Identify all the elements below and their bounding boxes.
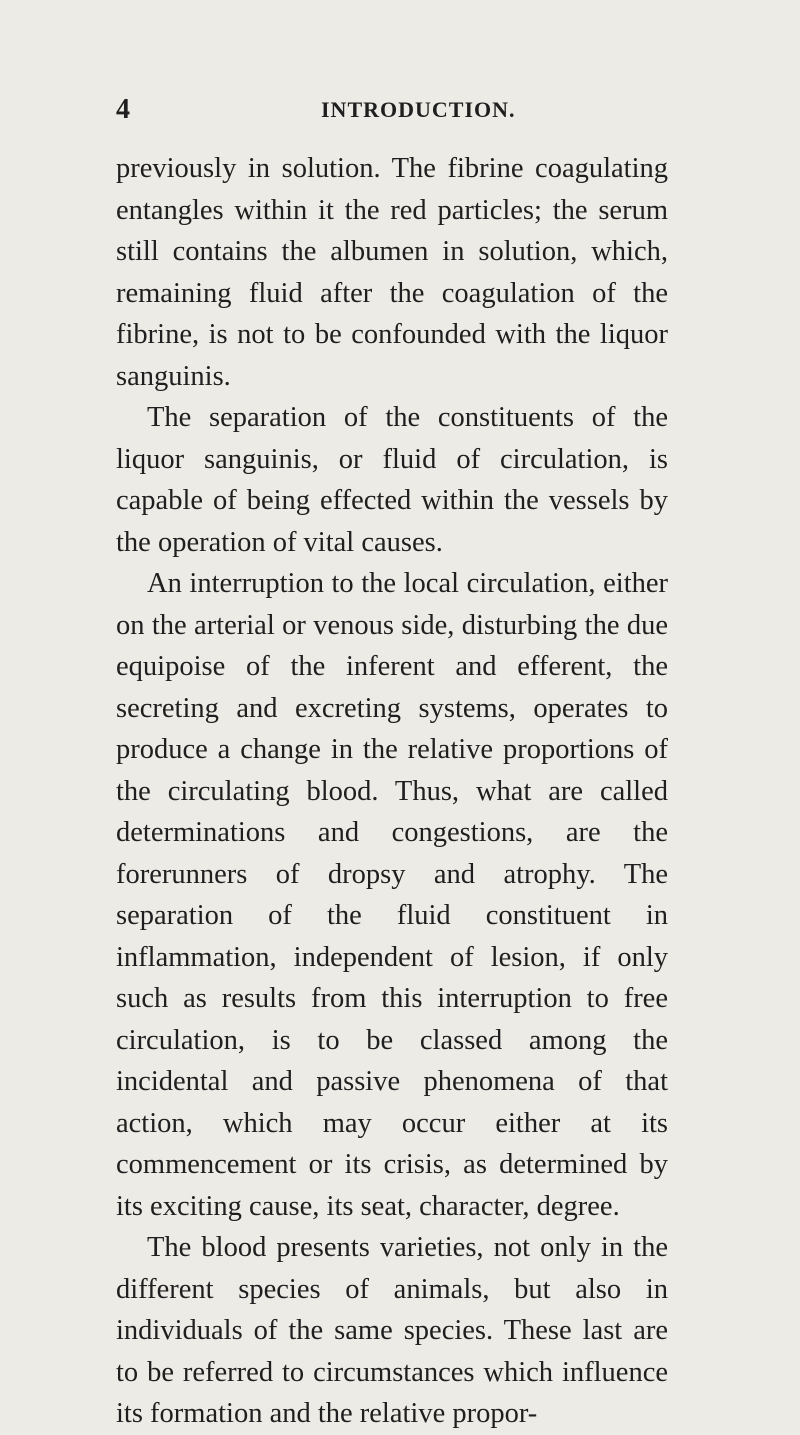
paragraph-4: The blood presents varieties, not only in the different species of animals, but also in individuals of the same species. These last are to be referred to circumstances which influence its formation and the relative propor- — [116, 1232, 668, 1429]
paragraph-2: The separation of the constituents of the liquor sanguinis, or fluid of circulation, is capable of being effected within the vessels by the operation of vital causes. — [116, 402, 668, 558]
page-header — [116, 93, 666, 133]
running-head: INTRODUCTION. — [321, 97, 516, 122]
page-number: 4 — [116, 94, 130, 125]
paragraph-3: An interruption to the local circulation, either on the arterial or venous side, disturbing the due equipoise of the inferent and efferent, the secreting and excreting systems, operates to produce a change in the relative proportions of the circulating blood. Thus, what are called determinations and congestions, are the forerunners of dropsy and atrophy. The separation of the fluid constituent in inflammation, independent of lesion, if only such as results from this interruption to free circulation, is to be classed among the incidental and passive phenomena of that action, which may occur either at its commencement or its crisis, as determined by its exciting cause, its seat, character, degree. — [116, 568, 668, 1222]
body-text — [116, 148, 668, 1435]
paragraph-1: previously in solution. The fibrine coagulating entangles within it the red particles; the serum still contains the albumen in solution, which, remaining fluid after the coagulation of the fibrine, is not to be confounded with the liquor sanguinis. — [116, 153, 668, 392]
